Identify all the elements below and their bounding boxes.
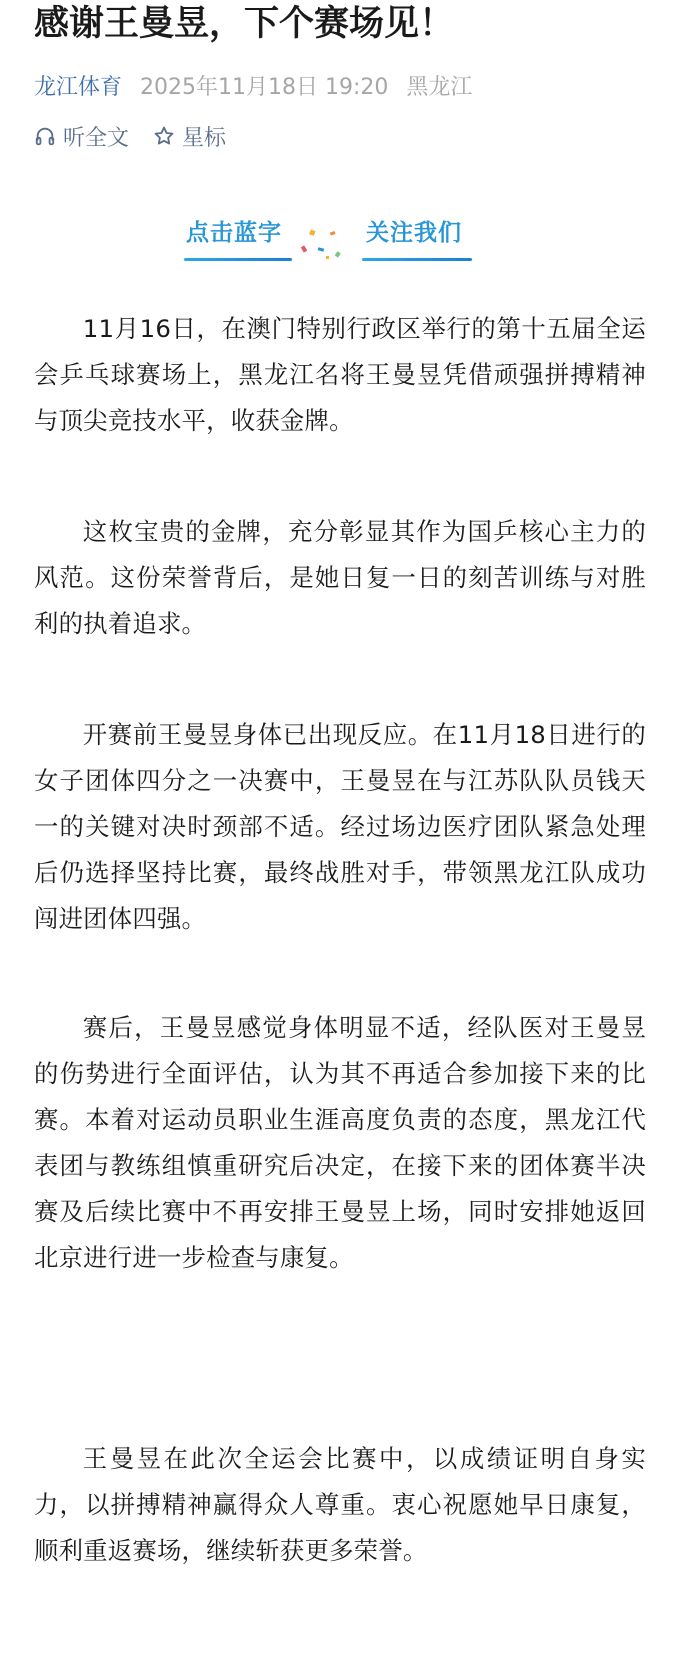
publish-region: 黑龙江 <box>406 74 473 100</box>
banner-underline-left <box>184 258 292 261</box>
publish-date: 2025年11月18日 19:20 <box>140 74 389 100</box>
star-button[interactable] <box>153 121 226 152</box>
paragraph-3: 开赛前王曼昱身体已出现反应。在11月18日进行的女子团体四分之一决赛中，王曼昱在与江苏队队员钱天一的关键对决时颈部不适。经过场边医疗团队紧急处理后仍选择坚持比赛，最终战胜对手，带领黑龙江队成功闯进团体四强。 <box>34 720 646 933</box>
follow-banner[interactable] <box>0 218 676 278</box>
paragraph-1: 11月16日，在澳门特别行政区举行的第十五届全运会乒乓球赛场上，黑龙江名将王曼昱凭借顽强拼搏精神与顶尖竞技水平，收获金牌。 <box>34 314 646 435</box>
listen-label: 听全文 <box>63 125 130 151</box>
banner-text-left: 点击蓝字 <box>186 220 282 246</box>
listen-button[interactable] <box>34 121 129 152</box>
star-label: 星标 <box>182 125 227 151</box>
article-actions <box>34 118 250 154</box>
confetti-icon <box>296 226 356 266</box>
paragraph-2: 这枚宝贵的金牌，充分彰显其作为国乒核心主力的风范。这份荣誉背后，是她日复一日的刻苦训练与对胜利的执着追求。 <box>34 517 646 638</box>
paragraph-5: 王曼昱在此次全运会比赛中，以成绩证明自身实力，以拼搏精神赢得众人尊重。衷心祝愿她早日康复，顺利重返赛场，继续斩获更多荣誉。 <box>34 1444 646 1565</box>
article-title: 感谢王曼昱，下个赛场见！ <box>34 4 455 44</box>
article-meta <box>34 67 472 103</box>
headphones-icon <box>34 125 56 147</box>
source-account-link[interactable]: 龙江体育 <box>34 74 123 100</box>
paragraph-4: 赛后，王曼昱感觉身体明显不适，经队医对王曼昱的伤势进行全面评估，认为其不再适合参加接下来的比赛。本着对运动员职业生涯高度负责的态度，黑龙江代表团与教练组慎重研究后决定，在接下来的团体赛半决赛及后续比赛中不再安排王曼昱上场，同时安排她返回北京进行进一步检查与康复。 <box>34 1013 646 1272</box>
banner-underline-right <box>362 258 472 261</box>
star-outline-icon <box>153 125 175 147</box>
banner-text-right: 关注我们 <box>366 220 462 246</box>
